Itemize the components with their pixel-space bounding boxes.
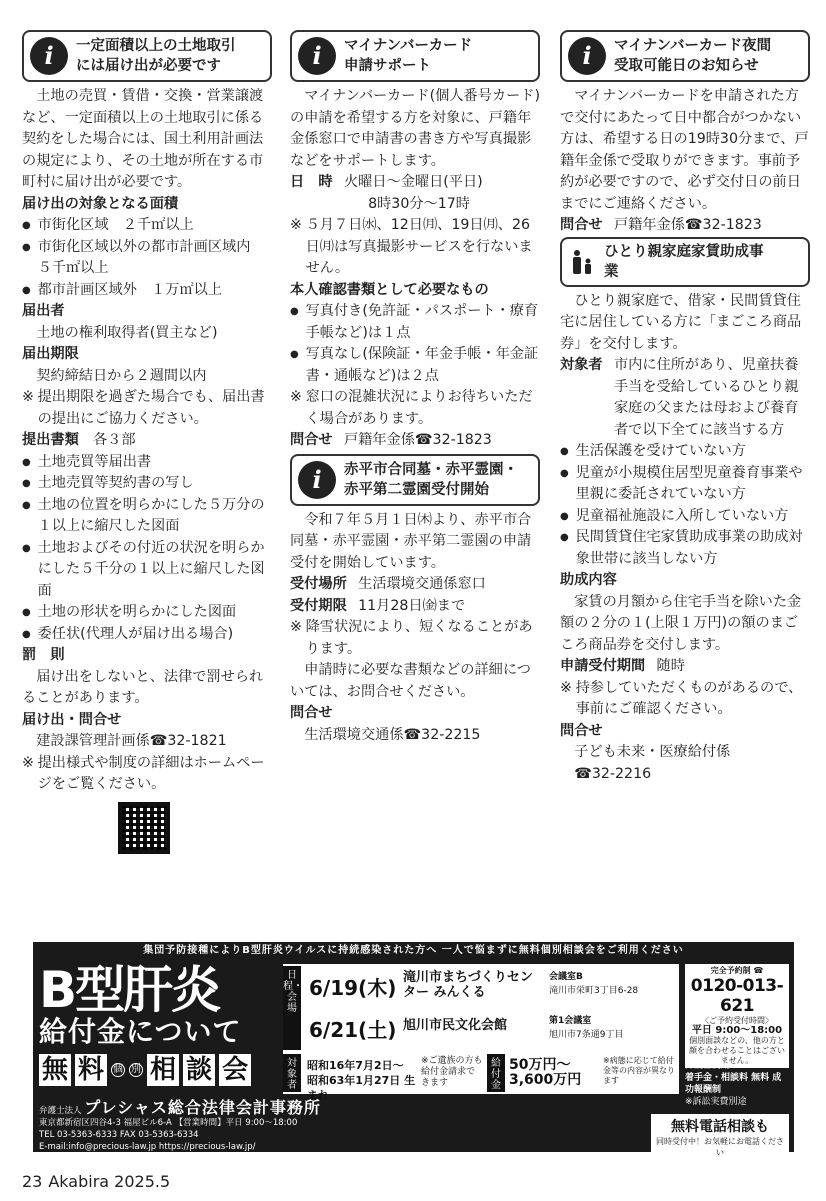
ad-char: 個 [113,1064,124,1075]
ad-title: B型肝炎 [39,961,220,1019]
target-row [560,355,810,441]
contact-text: 生活環境交通係☎32-2215 [304,726,481,743]
ad-contact [685,964,789,1068]
ad-firm-name: プレシャス総合法律会計事務所 [84,1098,321,1117]
contact-row [290,430,540,452]
ad-char: 無 [39,1054,71,1086]
target-text: 市内に住所があり、児童扶養手当を受給しているひとり親家庭の父または母および養育者で以下全てに該当する方 [613,357,799,438]
target-label: 対象者 [560,357,603,373]
ad-firm-type: 弁護士法人 [39,1106,82,1116]
condition-item: ● 児童福祉施設に入所していない方 [560,506,810,528]
ad-fee [685,1060,789,1108]
intro-text: マイナンバーカード(個人番号カード)の申請を希望する方を対象に、戸籍年金係窓口で申請書の書き方や写真撮影などをサポートします。 [290,88,540,169]
doc-item: ● 土地の形状を明らかにした図面 [22,602,272,624]
place-row [290,574,540,596]
notice-header [22,30,272,82]
ad-reserve: 完全予約制 ☎ [710,966,764,975]
doc-item: ● 土地の位置を明らかにした５万分の１以上に縮尺した図面 [22,495,272,538]
ad-badge-note: 同時受付中！お気軽にお電話ください [656,1137,784,1157]
ad-fee-label: 弁護士費用 [685,1061,731,1071]
contact-text: 戸籍年金係☎32-1823 [613,217,762,233]
contact-tel: ☎32-2216 [574,765,652,782]
ad-date: 6/19(木) [309,976,397,1000]
period-row [290,596,540,618]
ad-char: 料 [75,1054,107,1086]
time-text: 8時30分～17時 [368,195,470,212]
ad-amount-note: ※病態に応じて給付金等の内容が異なります [603,1056,675,1085]
ad-phone-badge [651,1114,789,1160]
intro-text: ひとり親家庭で、借家・民間賃貸住宅に居住している方に「まごころ商品券」を交付します。 [560,292,802,352]
date-note: ※ ５月７日㈬、12日㈪、19日㈪、26日㈪は写真撮影サービスを行ないません。 [290,215,540,280]
period-note: ※ 降雪状況により、短くなることがあります。 [290,617,540,660]
contact-label: 問合せ [560,722,603,739]
accept-note: ※ 持参していただくものがあるので、事前にご確認ください。 [560,678,810,721]
ad-fee-note: ※訴訟実費別途 [685,1097,747,1107]
ad-schedule-label: 日程・会場 [283,966,301,1050]
contact-text: 子ども未来・医療給付係 [574,744,731,760]
doc-item: ● 委任状(代理人が届け出る場合) [22,624,272,646]
ad-char: 別 [131,1064,142,1075]
info-icon: i [568,37,606,75]
condition-item: ● 生活保護を受けていない方 [560,441,810,463]
condition-item: ● 児童が小規模住居型児童養育事業や里親に委託されていない方 [560,463,810,506]
deadline-text: 契約締結日から２週間以内 [36,367,207,384]
contact-text: 建設課管理計画係☎32-1821 [36,733,227,749]
contact-label: 問合せ [290,705,333,721]
contact-label: 問合せ [290,432,333,448]
column-night-pickup-rent-aid [560,30,810,785]
ad-phone[interactable]: 0120-013-621 [690,976,784,1016]
docs-row [22,430,272,452]
place-label: 受付場所 [290,576,347,592]
date-label: 日 時 [290,174,333,190]
deadline-label: 届出期限 [22,346,79,362]
date-row [290,172,540,194]
page-number: 23 [22,1172,43,1191]
ad-char: 談 [183,1054,215,1086]
notice-title: ひとり親家庭家賃助成事 業 [604,243,764,280]
ad-target: 昭和16年7月2日～ 昭和63年1月27日 生まれ [307,1059,416,1102]
doc-item: ● 土地売買等契約書の写し [22,473,272,495]
deadline-note: ※ 提出期限を過ぎた場合でも、届出書の提出にご協力ください。 [22,387,272,430]
docs-count: 各３部 [92,432,136,448]
intro-text: 土地の売買・賃借・交換・営業譲渡など、一定面積以上の土地取引に係る契約をした場合には、国土利用計画法の規定により、その土地が所在する市町村に届け出が必要です。 [22,88,264,190]
ad-target-note: ※ご遺族の方も給付金請求できます [421,1056,483,1088]
ad-amount: 50万円～ 3,600万円 [509,1057,582,1088]
ad-date: 6/21(土) [309,1018,397,1042]
accept-label: 申請受付期間 [560,658,646,674]
doc-item: ● 土地およびその付近の状況を明らかにした５千分の１以上に縮尺した図面 [22,538,272,603]
notifier-label: 届出者 [22,303,65,319]
qr-code[interactable] [118,802,170,854]
ad-address: 旭川市7条通9丁目 [549,1030,624,1040]
notifier-text: 土地の権利取得者(買主など) [36,324,218,341]
aid-text: 家賃の月額から住宅手当を除いた金額の２分の１(上限１万円)の額のまごころ商品券を交付します。 [560,593,802,653]
notice-header [290,30,540,82]
ad-target-label: 対象者 [283,1054,301,1092]
ad-venue: 旭川市民文化会館 [403,1018,508,1033]
contact-label: 届け出・問合せ [22,711,122,728]
penalty-text: 届け出をしないと、法律で罰せられることがあります。 [22,668,264,706]
condition-item: ● 民間賃貸住宅家賃助成事業の助成対象世帯に該当しない方 [560,527,810,570]
id-label: 本人確認書類として必要なもの [290,281,489,298]
place-text: 生活環境交通係窓口 [358,576,486,592]
accept-text: 随時 [656,658,685,674]
ad-firm-address: 東京都新宿区四谷4-3 福屋ビル6-A 【営業時間】平日 9:00～18:00 [39,1118,298,1128]
column-mynumber-cemetery [290,30,540,746]
ad-phone-note: 〈ご予約受付時間〉 [701,1016,773,1025]
info-icon: i [298,461,336,499]
doc-item: ● 土地売買等届出書 [22,452,272,474]
area-item: ● 都市計画区域外 １万㎡以上 [22,280,272,302]
ad-char: 相 [147,1054,179,1086]
parent-child-icon [570,249,594,275]
notice-title: 一定面積以上の土地取引 には届け出が必要です [76,38,236,74]
notice-title: マイナンバーカード 申請サポート [344,38,473,74]
ad-room: 会議室B [549,972,583,982]
notice-header [290,454,540,506]
period-text: 11月28日㈮まで [358,597,466,614]
ad-room: 第1会議室 [549,1016,592,1026]
aid-label: 助成内容 [560,572,617,588]
contact-note: ※ 提出様式や制度の詳細はホームページをご覧ください。 [22,753,272,796]
area-label: 届け出の対象となる面積 [22,195,179,212]
id-item: ● 写真付き(免許証・パスポート・療育手帳など)は１点 [290,301,540,344]
info-icon: i [298,37,336,75]
info-icon: i [30,37,68,75]
notice-header [560,30,810,82]
ad-venue: 滝川市まちづくりセンター みんくる [403,970,533,1000]
parent-child-icon [568,248,596,276]
ad-free-consult [39,1054,277,1086]
area-item: ● 市街化区域以外の都市計画区域内 ５千㎡以上 [22,237,272,280]
ad-firm-info [39,1098,639,1153]
ad-firm-tel: TEL 03-5363-6333 FAX 03-5363-6334 [39,1130,199,1140]
penalty-label: 罰 則 [22,647,65,663]
contact-text: 戸籍年金係☎32-1823 [343,432,492,448]
notice-title: 赤平市合同墓・赤平霊園・ 赤平第二霊園受付開始 [344,461,518,498]
notice-title: マイナンバーカード夜間 受取可能日のお知らせ [614,38,772,74]
ad-subtitle: 給付金について [39,1015,242,1048]
page-footer [22,1172,170,1191]
ad-top-text: 集団予防接種によりB型肝炎ウイルスに持続感染された方へ 一人で悩まずに無料個別相談会をご利用ください [143,945,684,956]
id-item: ● 写真なし(保険証・年金手帳・年金証書・通帳など)は２点 [290,344,540,387]
docs-label: 提出書類 [22,432,79,448]
ad-hours-note: 個別面談などの、他の方と顔を合わせることはございません。 [689,1036,785,1065]
area-item: ● 市街化区域 ２千㎡以上 [22,215,272,237]
contact-label: 問合せ [560,217,603,233]
contact-row [560,215,810,237]
column-land-transaction [22,30,272,854]
accept-row [560,656,810,678]
ad-schedule [283,964,679,1102]
ad-amount-label: 給付金 [487,1054,505,1092]
ad-address: 滝川市栄町3丁目6-28 [549,986,639,996]
ad-char: 会 [219,1054,251,1086]
detail-text: 申請時に必要な書類などの詳細については、お問合せください。 [290,662,531,700]
ad-hours: 平日 9:00～18:00 [691,1025,783,1036]
id-note: ※ 窓口の混雑状況によりお待ちいただく場合があります。 [290,387,540,430]
hepatitis-b-ad [33,942,794,1157]
period-label: 受付期限 [290,597,347,614]
date-text: 火曜日～金曜日(平日) [343,174,483,190]
notice-header [560,237,810,287]
ad-badge-title: 無料電話相談も [671,1119,769,1135]
publication-name: Akabira 2025.5 [48,1172,171,1191]
intro-text: マイナンバーカードを申請された方で交付にあたって日中都合がつかない方は、希望する日の19時30分まで、戸籍年金係で受取りができます。事前予約が必要ですので、必ず交付日の前日までにご連絡ください。 [560,88,809,212]
ad-fee-text: 着手金・相談料 無料 成功報酬制 [685,1073,782,1095]
ad-headline [39,961,277,1086]
intro-text: 令和７年５月１日㈭より、赤平市合同墓・赤平霊園・赤平第二霊園の申請受付を開始しています。 [290,511,532,571]
ad-firm-web[interactable]: E-mail:info@precious-law.jp https://precious-law.jp/ [39,1142,256,1152]
